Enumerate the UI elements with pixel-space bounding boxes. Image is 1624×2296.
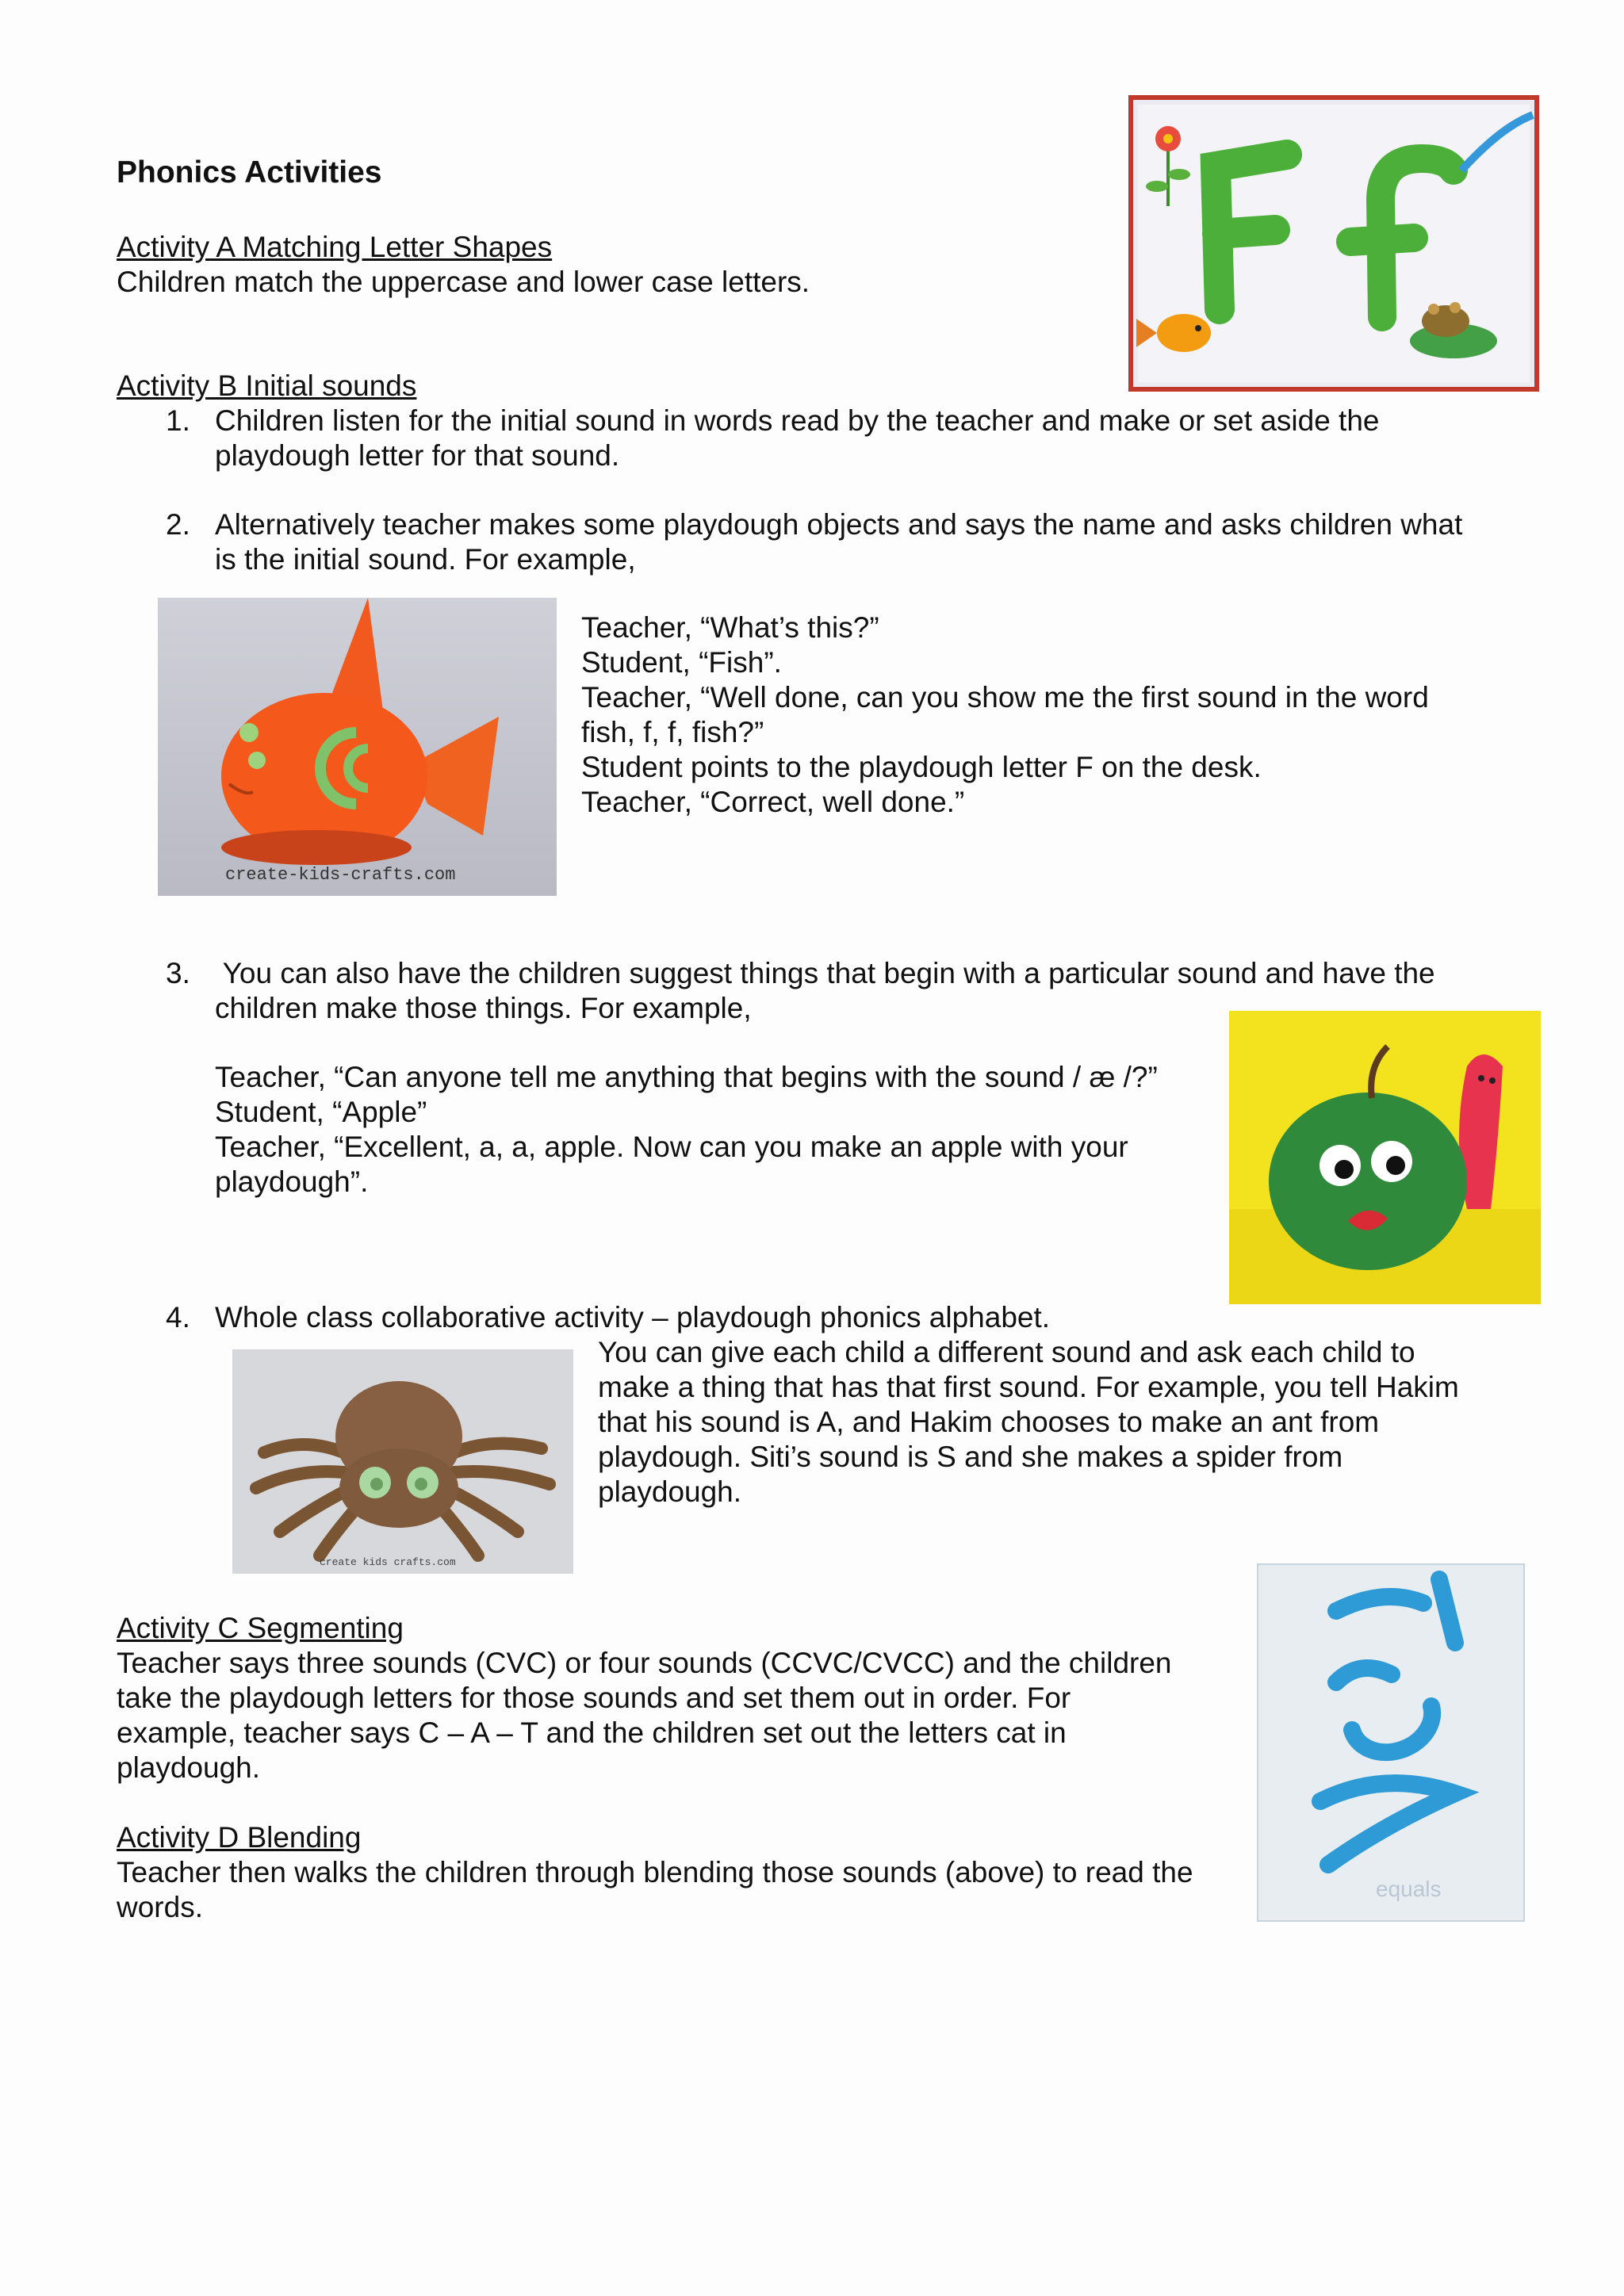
activity-c-heading: Activity C Segmenting	[117, 1612, 404, 1644]
dialogue-line: Teacher, “Can anyone tell me anything that begins with the sound / æ /?”	[215, 1061, 1158, 1093]
activity-a-heading: Activity A Matching Letter Shapes	[117, 231, 553, 263]
activity-c-text: playdough.	[117, 1751, 261, 1784]
activity-d-text: Teacher then walks the children through blending those sounds (above) to read the	[117, 1856, 1193, 1888]
list-item-text: Children listen for the initial sound in words read by the teacher and make or set aside the	[215, 404, 1380, 437]
activity-b-heading: Activity B Initial sounds	[117, 369, 417, 402]
list-item-text: You can give each child a different sound and ask each child to	[598, 1336, 1415, 1368]
playdough-word-image	[1257, 1563, 1525, 1922]
list-item-text: is the initial sound. For example,	[215, 543, 636, 576]
list-item-text: children make those things. For example,	[215, 992, 752, 1024]
list-number: 2.	[166, 508, 190, 541]
list-item-text: Whole class collaborative activity – playdough phonics alphabet.	[215, 1301, 1051, 1334]
page-title: Phonics Activities	[117, 155, 382, 189]
dialogue-line: Teacher, “Correct, well done.”	[581, 786, 965, 818]
list-number: 3.	[166, 957, 190, 989]
activity-c-text: Teacher says three sounds (CVC) or four sounds (CCVC/CVCC) and the children	[117, 1647, 1172, 1679]
playdough-spider-image	[232, 1349, 573, 1574]
list-number: 1.	[166, 404, 190, 437]
fish-watermark: create-kids-crafts.com	[225, 865, 456, 885]
dialogue-line: Teacher, “What’s this?”	[581, 611, 879, 644]
activity-d-heading: Activity D Blending	[117, 1821, 362, 1854]
dialogue-line: Student, “Fish”.	[581, 646, 782, 679]
list-item-text: that his sound is A, and Hakim chooses to make an ant from	[598, 1406, 1380, 1438]
dialogue-line: fish, f, f, fish?”	[581, 716, 764, 748]
word-watermark: equals	[1376, 1877, 1442, 1901]
playdough-fish-image	[158, 598, 557, 896]
activity-a-text: Children match the uppercase and lower case letters.	[117, 266, 810, 298]
list-number: 4.	[166, 1301, 190, 1334]
activity-c-text: take the playdough letters for those sounds and set them out in order. For	[117, 1682, 1071, 1714]
list-item-text: You can also have the children suggest things that begin with a particular sound and have the	[215, 957, 1435, 989]
list-item-text: playdough letter for that sound.	[215, 439, 620, 472]
dialogue-line: Student, “Apple”	[215, 1096, 427, 1128]
activity-c-text: example, teacher says C – A – T and the children set out the letters cat in	[117, 1716, 1067, 1749]
playdough-letters-image	[1128, 95, 1539, 392]
dialogue-line: Teacher, “Well done, can you show me the first sound in the word	[581, 681, 1429, 714]
list-item-text: Alternatively teacher makes some playdough objects and says the name and asks children what	[215, 508, 1463, 541]
list-item-text: playdough.	[598, 1475, 742, 1508]
activity-d-text: words.	[117, 1891, 203, 1923]
spider-watermark: create kids crafts.com	[320, 1556, 456, 1568]
dialogue-line: playdough”.	[215, 1165, 369, 1198]
dialogue-line: Teacher, “Excellent, a, a, apple. Now can you make an apple with your	[215, 1131, 1128, 1163]
list-item-text: make a thing that has that first sound. For example, you tell Hakim	[598, 1371, 1459, 1403]
list-item-text: playdough. Siti’s sound is S and she makes a spider from	[598, 1441, 1343, 1473]
dialogue-line: Student points to the playdough letter F on the desk.	[581, 751, 1262, 783]
playdough-apple-image	[1229, 1011, 1541, 1304]
